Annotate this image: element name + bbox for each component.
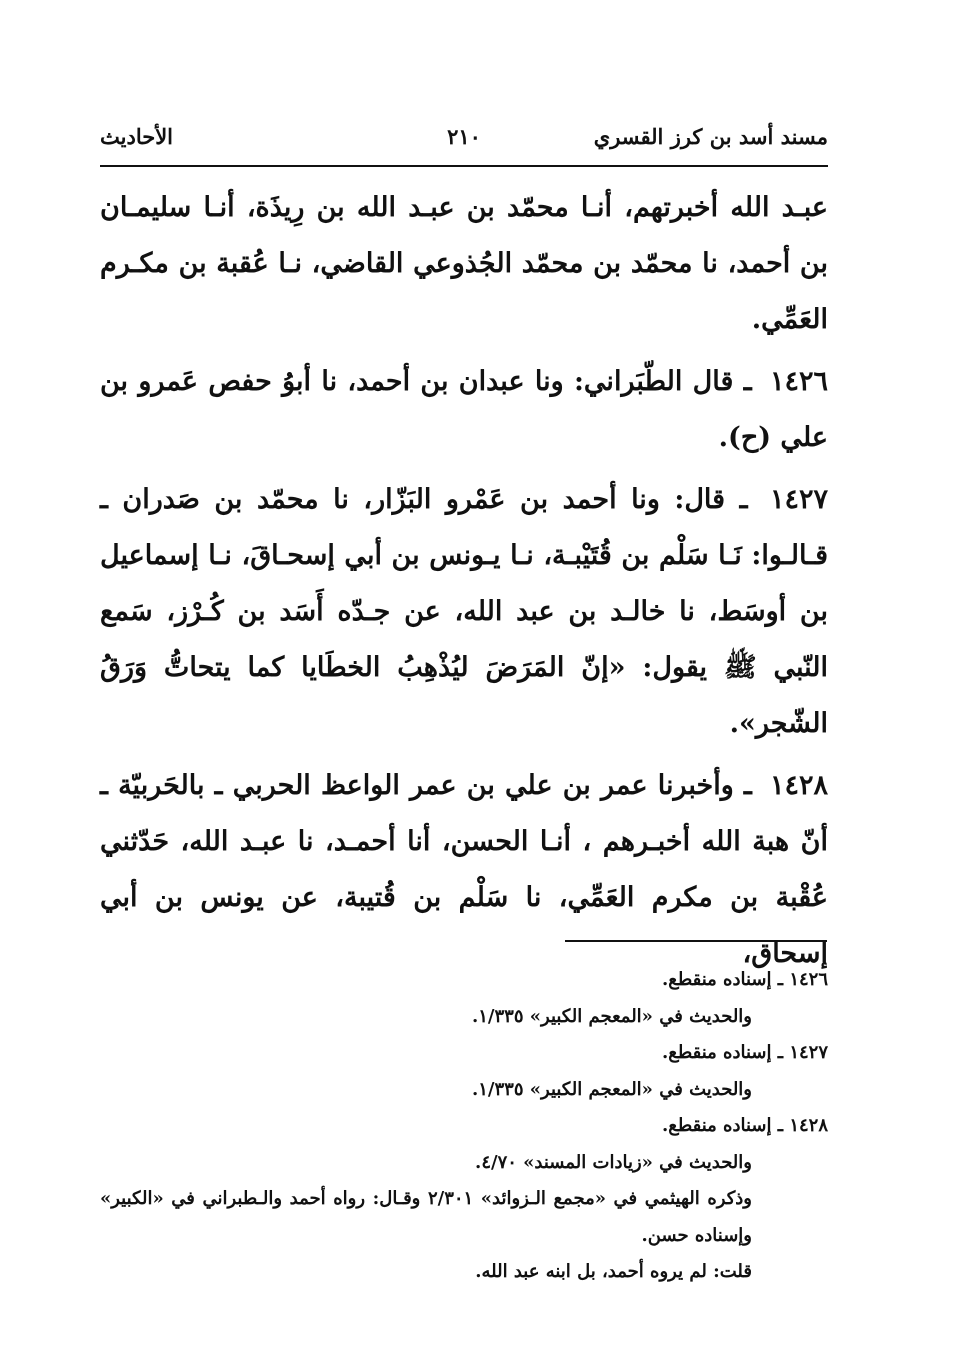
page-number: ٢١٠ (447, 124, 481, 149)
footnote-text: ـ إسناده منقطع. (662, 1115, 784, 1136)
footnote-line: والحديث في «المعجم الكبير» ١/٣٣٥. (471, 1005, 752, 1027)
hadith-1428 (100, 758, 828, 982)
hadith-1427 (100, 472, 828, 752)
paragraph-continuation: عبـد الله أخبرتهم، أنـا محمّد بن عبـد الله بن رِيذَة، أنـا سليمـان بن أحمد، نا محمّد بن محمّد الجُذوعي القاضي، نـا عُقبة بن مكـرم العَمِّي. (100, 192, 828, 335)
footnote-line: والحديث في «زيادات المسند» ٤/٧٠. (475, 1151, 752, 1173)
footnote-number: ١٤٢٧ (789, 1042, 828, 1063)
footnote-number: ١٤٢٨ (789, 1115, 828, 1136)
hadith-text: ـ قال: ونا أحمد بن عَمْرو البَزّار، نا محمّد بن صَدران ـ قـالـوا: نَـا سَلْم بن قُتَيْبـة، نـا يـونس بن أبي إسحـاقَ، نـا إسماعيل بن أوسَط، نا خالـد بن عبد الله، عن جـدّه أَسَد بن كُـرْز، سَمع النّبي ﷺ يقول: «إنّ المَرَضَ ليُذْهِبُ الخطَايا كما يتحاتُّ وَرَقُ الشّجر». (100, 484, 828, 739)
hadith-number: ١٤٢٨ (770, 770, 829, 801)
running-head (100, 118, 828, 158)
footnote-text: ـ إسناده منقطع. (662, 969, 784, 990)
hadith-1426 (100, 354, 828, 466)
footnote-line: والحديث في «المعجم الكبير» ١/٣٣٥. (471, 1078, 752, 1100)
section-title: الأحاديث (100, 124, 174, 149)
footnotes (100, 962, 828, 1291)
hadith-number: ١٤٢٧ (769, 484, 828, 515)
hadith-text: ـ قال الطّبَراني: ونا عبدان بن أحمد، نا أبوُ حفص عَمرو بن علي (ح). (100, 366, 828, 453)
footnote-rule (565, 940, 827, 942)
footnote-line (100, 1035, 828, 1072)
hadith-number: ١٤٢٦ (770, 366, 829, 397)
hadith-text: ـ وأخبرنا عمر بن علي بن عمر الواعظ الحربي ـ بالحَربيّة ـ أنّ هبة الله أخبـرهم ، أنـا الحسن، أنا أحمـد، نا عبـد الله، حَدّثني عُقْبة بن مكرم العَمِّي، نا سَلْم بن قُتيبة، عن يونس بن أبي إسحاق، (100, 770, 828, 969)
footnote-line (100, 1108, 828, 1145)
header-rule (100, 165, 828, 167)
main-text (100, 180, 828, 988)
book-title: مسند أسد بن كرز القسري (593, 124, 828, 149)
footnote-line: قلت: لم يروه أحمد، بل ابنه عبد الله. (475, 1261, 752, 1282)
footnote-line: وذكره الهيثمي في «مجمع الـزوائد» ٢/٣٠١ وقـال: رواه أحمد والـطبراني في «الكبير» وإسناده حسن. (100, 1188, 752, 1246)
footnote-line (100, 962, 828, 999)
footnote-number: ١٤٢٦ (789, 969, 828, 990)
footnote-text: ـ إسناده منقطع. (662, 1042, 784, 1063)
